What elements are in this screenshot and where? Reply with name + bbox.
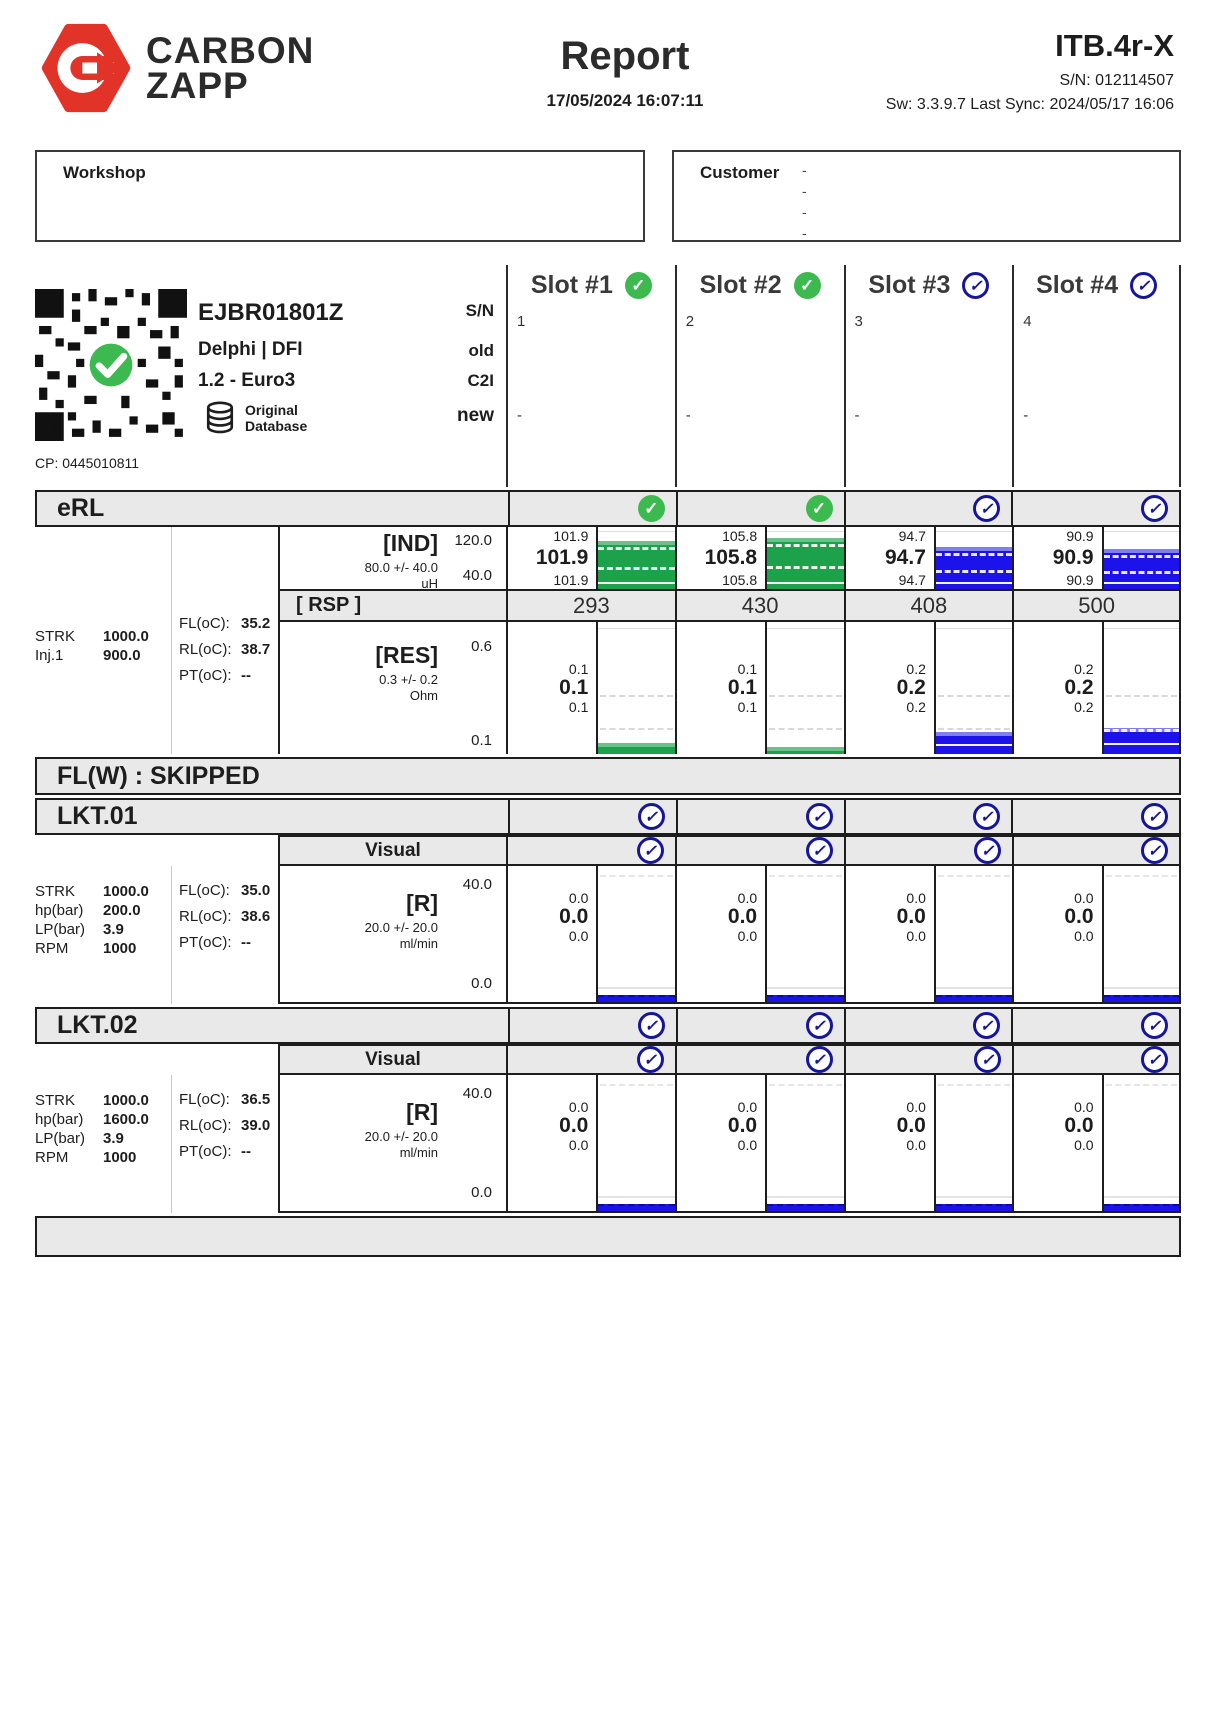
- ind-cell-slot-4: [1014, 527, 1179, 591]
- res-cell-slot-2: [677, 622, 844, 754]
- slot-3-header-cell: [844, 265, 1013, 487]
- lkt01-temps: [172, 866, 278, 1004]
- rsp-cell-slot-3: 408: [846, 591, 1013, 622]
- lkt02-measurements: [278, 1075, 506, 1213]
- temp-value: 35.2: [241, 615, 271, 632]
- customer-line: -: [802, 162, 807, 178]
- r-avg: 0.0: [1064, 905, 1094, 928]
- param-value: 200.0: [103, 902, 141, 919]
- lkt01-visual-slot-2: [675, 835, 844, 866]
- r-tolerance: 20.0 +/- 20.0: [364, 1129, 438, 1144]
- injector-type: Delphi | DFI: [198, 339, 303, 360]
- param-value: 1000: [103, 940, 137, 957]
- r-max: 0.0: [1074, 1099, 1094, 1115]
- page-title: Report: [560, 34, 690, 78]
- res-max: 0.2: [1074, 661, 1094, 677]
- lkt02-visual-slot-1: [506, 1044, 675, 1075]
- temp-value: 39.0: [241, 1117, 271, 1134]
- slot-1-header-cell: [506, 265, 675, 487]
- slot-4-header-cell: [1012, 265, 1181, 487]
- lkt02-visual-4-check-icon: ✓: [1141, 1046, 1168, 1073]
- lkt01-cell-slot-2: [675, 866, 844, 1004]
- ind-max: 94.7: [898, 528, 926, 544]
- r-max: 0.0: [568, 890, 589, 906]
- lkt02-title: LKT.02: [57, 1011, 138, 1039]
- lkt01-params: [35, 866, 172, 1004]
- device-serial: S/N: 012114507: [1059, 72, 1174, 89]
- res-max: 0.1: [737, 661, 758, 677]
- erl-slot-3-check-icon: ✓: [973, 495, 1000, 522]
- r-min: 0.0: [568, 1137, 589, 1153]
- slot-2-sn-value: -: [685, 407, 691, 424]
- database-label-line2: Database: [245, 418, 308, 434]
- param-label: RPM: [35, 940, 69, 957]
- r-min: 0.0: [737, 928, 758, 944]
- lkt02-slot-2-check-icon: ✓: [806, 1012, 833, 1039]
- injector-code: EJBR01801Z: [198, 299, 344, 326]
- slots-header-zone: [35, 265, 1181, 487]
- r-max: 0.0: [737, 890, 758, 906]
- slot-2-label: Slot #2: [699, 271, 782, 299]
- ind-graph-slot-4: [1102, 527, 1179, 589]
- param-value: 1000.0: [103, 628, 149, 645]
- lkt02-visual-1-check-icon: ✓: [637, 1046, 664, 1073]
- param-label: Inj.1: [35, 647, 64, 664]
- lkt01-cell-slot-1: [506, 866, 675, 1004]
- slot-4-label: Slot #4: [1036, 271, 1119, 299]
- erl-slot-4-check-icon: ✓: [1141, 495, 1168, 522]
- original-database-badge: [203, 401, 307, 435]
- ind-cell-slot-2: [677, 527, 844, 591]
- slot-3-status-check-icon: ✓: [962, 272, 989, 299]
- temp-value: 38.7: [241, 641, 271, 658]
- injector-info: [35, 265, 506, 487]
- res-unit: Ohm: [409, 688, 438, 703]
- lkt01-visual-1-check-icon: ✓: [637, 837, 664, 864]
- workshop-box: [35, 150, 645, 242]
- temp-label: PT(oC):: [179, 667, 232, 684]
- footer-bar: [35, 1216, 1181, 1257]
- erl-body: [35, 527, 1181, 754]
- lkt02-r-panel: [280, 1075, 506, 1213]
- ind-max: 90.9: [1066, 528, 1094, 544]
- rsp-cell-slot-2: 430: [677, 591, 844, 622]
- res-cell-slot-4: [1014, 622, 1179, 754]
- visual-row-spacer: [35, 835, 278, 866]
- field-label-sn: S/N: [465, 301, 494, 320]
- res-axis-max: 0.6: [471, 638, 492, 655]
- lkt02-visual-row: [35, 1044, 1181, 1075]
- lkt01-slot-4-status: [1011, 800, 1179, 833]
- lkt01-title: LKT.01: [57, 802, 138, 830]
- r-avg: 0.0: [896, 1114, 926, 1137]
- lkt02-body: [35, 1075, 1181, 1213]
- res-cell-slot-1: [508, 622, 675, 754]
- lkt01-measurements: [278, 866, 506, 1004]
- customer-line: -: [802, 183, 807, 199]
- erl-slot-2-column: [675, 527, 844, 754]
- slot-3-sn-value: -: [854, 407, 860, 424]
- param-value: 1000.0: [103, 1092, 149, 1109]
- res-graph-slot-1: [596, 622, 674, 754]
- res-axis-min: 0.1: [471, 732, 492, 749]
- r-min: 0.0: [906, 928, 926, 944]
- lkt01-visual-slot-1: [506, 835, 675, 866]
- lkt01-slot-1-check-icon: ✓: [638, 803, 665, 830]
- ind-avg: 90.9: [1052, 546, 1094, 569]
- lkt01-slot-1-status: [508, 800, 676, 833]
- visual-row-spacer: [35, 1044, 278, 1075]
- r-avg: 0.0: [559, 1114, 589, 1137]
- lkt01-graph-slot-3: [934, 866, 1012, 1002]
- flw-section-header: [35, 757, 1181, 795]
- ind-min: 90.9: [1066, 572, 1094, 588]
- r-axis-max: 40.0: [462, 1085, 492, 1102]
- ind-min: 101.9: [553, 572, 589, 588]
- erl-slot-3-column: [844, 527, 1013, 754]
- results-table: [35, 265, 1181, 1257]
- lkt01-visual-row: [35, 835, 1181, 866]
- brand-line2: ZAPP: [146, 65, 249, 106]
- param-value: 3.9: [103, 921, 124, 938]
- r-max: 0.0: [568, 1099, 589, 1115]
- rsp-cell-slot-1: 293: [508, 591, 675, 622]
- slot-4-number: 4: [1023, 313, 1032, 330]
- lkt01-slot-3-check-icon: ✓: [973, 803, 1000, 830]
- r-unit: ml/min: [399, 936, 438, 951]
- ind-avg: 105.8: [704, 546, 758, 569]
- r-avg: 0.0: [559, 905, 589, 928]
- ind-axis-min: 40.0: [462, 567, 492, 584]
- lkt02-visual-2-check-icon: ✓: [806, 1046, 833, 1073]
- erl-slot-1-column: [506, 527, 675, 754]
- carbon-zapp-logo-icon: [40, 22, 132, 114]
- brand-logo: [40, 22, 460, 114]
- res-max: 0.2: [906, 661, 926, 677]
- erl-slot-3-status: [844, 492, 1012, 525]
- slot-4-sn-value: -: [1023, 407, 1029, 424]
- database-label: [245, 402, 307, 434]
- ind-avg: 101.9: [535, 546, 589, 569]
- slot-1-sn-value: -: [517, 407, 522, 424]
- slot-1-status-check-icon: ✓: [625, 272, 652, 299]
- res-cell-slot-3: [846, 622, 1013, 754]
- customer-lines: [802, 160, 807, 244]
- slot-3-label: Slot #3: [868, 271, 951, 299]
- ind-unit: uH: [421, 576, 438, 591]
- slot-2-number: 2: [685, 313, 695, 330]
- param-label: LP(bar): [35, 921, 86, 938]
- lkt02-graph-slot-4: [1102, 1075, 1179, 1211]
- res-avg: 0.1: [727, 676, 758, 699]
- info-boxes: [35, 150, 1181, 242]
- param-value: 1000.0: [103, 883, 149, 900]
- ind-graph-slot-2: [765, 527, 843, 589]
- temp-label: PT(oC):: [179, 1143, 232, 1160]
- r-max: 0.0: [1074, 890, 1094, 906]
- ind-max: 105.8: [722, 528, 758, 544]
- r-avg: 0.0: [727, 905, 758, 928]
- brand-line1: CARBON: [146, 29, 315, 71]
- erl-slot-4-column: [1012, 527, 1181, 754]
- device-sync: Sw: 3.3.9.7 Last Sync: 2024/05/17 16:06: [885, 96, 1174, 113]
- lkt01-visual-2-check-icon: ✓: [806, 837, 833, 864]
- rsp-label: [ RSP ]: [280, 591, 506, 622]
- res-max: 0.1: [568, 661, 589, 677]
- lkt02-visual-slot-4: [1012, 1044, 1181, 1075]
- lkt01-visual-4-check-icon: ✓: [1141, 837, 1168, 864]
- res-min: 0.1: [568, 699, 589, 715]
- res-min: 0.2: [1074, 699, 1094, 715]
- erl-slot-1-status: [508, 492, 676, 525]
- lkt01-visual-slot-3: [844, 835, 1013, 866]
- res-tolerance: 0.3 +/- 0.2: [379, 672, 438, 687]
- temp-label: RL(oC):: [179, 1117, 232, 1134]
- r-unit: ml/min: [399, 1145, 438, 1160]
- temp-value: 35.0: [241, 882, 271, 899]
- lkt01-cell-slot-4: [1012, 866, 1181, 1004]
- lkt02-slot-1-check-icon: ✓: [638, 1012, 665, 1039]
- ind-min: 105.8: [722, 572, 758, 588]
- r-min: 0.0: [1074, 1137, 1094, 1153]
- database-icon: [203, 401, 237, 435]
- lkt01-slot-4-check-icon: ✓: [1141, 803, 1168, 830]
- r-min: 0.0: [906, 1137, 926, 1153]
- ind-axis-max: 120.0: [454, 532, 492, 549]
- lkt01-section-header: [35, 798, 1181, 835]
- page-header: [0, 0, 1214, 114]
- report-datetime: 17/05/2024 16:07:11: [546, 91, 704, 110]
- lkt02-visual-slot-3: [844, 1044, 1013, 1075]
- res-label: [RES]: [375, 642, 438, 668]
- ind-max: 101.9: [553, 528, 589, 544]
- device-name: ITB.4r-X: [1055, 28, 1174, 63]
- lkt02-cell-slot-2: [675, 1075, 844, 1213]
- erl-slot-2-check-icon: ✓: [806, 495, 833, 522]
- customer-line: -: [802, 225, 807, 241]
- device-info: [790, 22, 1174, 114]
- field-label-c2i: C2I: [467, 371, 494, 390]
- erl-slot-4-status: [1011, 492, 1179, 525]
- r-max: 0.0: [737, 1099, 758, 1115]
- lkt01-visual-label: Visual: [278, 835, 506, 866]
- lkt01-slot-2-check-icon: ✓: [806, 803, 833, 830]
- r-axis-min: 0.0: [471, 975, 492, 992]
- rsp-cell-slot-4: 500: [1014, 591, 1179, 622]
- param-label: STRK: [35, 1092, 76, 1109]
- lkt02-cell-slot-3: [844, 1075, 1013, 1213]
- lkt02-visual-3-check-icon: ✓: [974, 1046, 1001, 1073]
- slot-3-number: 3: [854, 313, 863, 330]
- erl-title: eRL: [57, 494, 105, 522]
- lkt02-graph-slot-3: [934, 1075, 1012, 1211]
- res-avg: 0.2: [1064, 676, 1094, 699]
- lkt02-params: [35, 1075, 172, 1213]
- ind-tolerance: 80.0 +/- 40.0: [364, 560, 438, 575]
- res-graph-slot-3: [934, 622, 1012, 754]
- r-min: 0.0: [1074, 928, 1094, 944]
- param-label: LP(bar): [35, 1130, 86, 1147]
- param-value: 3.9: [103, 1130, 124, 1147]
- ind-cell-slot-3: [846, 527, 1013, 591]
- slot-1-label: Slot #1: [530, 271, 613, 299]
- temp-label: RL(oC):: [179, 641, 232, 658]
- temp-label: FL(oC):: [179, 615, 230, 632]
- ind-label: [IND]: [383, 530, 438, 556]
- lkt02-slot-1-status: [508, 1009, 676, 1042]
- r-max: 0.0: [906, 1099, 926, 1115]
- lkt02-slot-3-check-icon: ✓: [973, 1012, 1000, 1039]
- r-avg: 0.0: [727, 1114, 758, 1137]
- res-avg: 0.1: [559, 676, 589, 699]
- param-label: hp(bar): [35, 1111, 84, 1128]
- lkt02-slot-2-status: [676, 1009, 844, 1042]
- lkt02-cell-slot-4: [1012, 1075, 1181, 1213]
- res-graph-slot-2: [765, 622, 843, 754]
- ind-graph-slot-1: [596, 527, 674, 589]
- erl-slot-1-check-icon: ✓: [638, 495, 665, 522]
- slot-4-status-check-icon: ✓: [1130, 272, 1157, 299]
- r-min: 0.0: [737, 1137, 758, 1153]
- erl-temps: [172, 527, 278, 754]
- lkt01-r-panel: [280, 866, 506, 1004]
- temp-value: --: [241, 1143, 251, 1160]
- lkt02-temps: [172, 1075, 278, 1213]
- customer-box: [672, 150, 1181, 242]
- slot-2-header-cell: [675, 265, 844, 487]
- slot-2-status-check-icon: ✓: [794, 272, 821, 299]
- param-label: RPM: [35, 1149, 69, 1166]
- lkt01-visual-slot-4: [1012, 835, 1181, 866]
- r-axis-min: 0.0: [471, 1184, 492, 1201]
- lkt02-slot-4-status: [1011, 1009, 1179, 1042]
- injector-variant: 1.2 - Euro3: [198, 370, 296, 391]
- slot-1-number: 1: [517, 313, 526, 330]
- param-label: STRK: [35, 628, 76, 645]
- r-max: 0.0: [906, 890, 926, 906]
- temp-value: 38.6: [241, 908, 271, 925]
- res-min: 0.1: [737, 699, 758, 715]
- temp-label: RL(oC):: [179, 908, 232, 925]
- injector-cp: CP: 0445010811: [35, 455, 140, 471]
- lkt02-cell-slot-1: [506, 1075, 675, 1213]
- temp-label: PT(oC):: [179, 934, 232, 951]
- ind-cell-slot-1: [508, 527, 675, 591]
- lkt01-visual-3-check-icon: ✓: [974, 837, 1001, 864]
- lkt02-slot-3-status: [844, 1009, 1012, 1042]
- lkt01-graph-slot-4: [1102, 866, 1179, 1002]
- field-label-new: new: [457, 405, 494, 426]
- temp-value: 36.5: [241, 1091, 271, 1108]
- customer-label: Customer: [700, 163, 780, 182]
- erl-measurements: [278, 527, 506, 754]
- qr-code: [35, 289, 187, 441]
- res-min: 0.2: [906, 699, 926, 715]
- workshop-label: Workshop: [63, 163, 146, 182]
- lkt02-graph-slot-1: [596, 1075, 674, 1211]
- param-value: 1000: [103, 1149, 137, 1166]
- lkt02-visual-slot-2: [675, 1044, 844, 1075]
- param-value: 1600.0: [103, 1111, 149, 1128]
- temp-value: --: [241, 667, 251, 684]
- ind-measure-panel: [280, 527, 506, 591]
- brand-name: [146, 29, 315, 106]
- temp-label: FL(oC):: [179, 1091, 230, 1108]
- flw-title: FL(W) : SKIPPED: [57, 761, 260, 790]
- res-graph-slot-4: [1102, 622, 1179, 754]
- lkt01-graph-slot-1: [596, 866, 674, 1002]
- r-label: [R]: [406, 890, 438, 916]
- lkt01-graph-slot-2: [765, 866, 843, 1002]
- lkt01-cell-slot-3: [844, 866, 1013, 1004]
- field-label-old: old: [468, 341, 494, 360]
- ind-min: 94.7: [898, 572, 926, 588]
- customer-line: -: [802, 204, 807, 220]
- erl-params: [35, 527, 172, 754]
- lkt01-slot-3-status: [844, 800, 1012, 833]
- param-label: hp(bar): [35, 902, 84, 919]
- lkt02-slot-4-check-icon: ✓: [1141, 1012, 1168, 1039]
- r-axis-max: 40.0: [462, 876, 492, 893]
- database-label-line1: Original: [245, 401, 298, 418]
- res-measure-panel: [280, 622, 506, 754]
- lkt02-section-header: [35, 1007, 1181, 1044]
- r-avg: 0.0: [1064, 1114, 1094, 1137]
- report-title-block: [460, 22, 790, 114]
- ind-avg: 94.7: [885, 546, 926, 569]
- ind-graph-slot-3: [934, 527, 1012, 589]
- lkt02-visual-label: Visual: [278, 1044, 506, 1075]
- temp-label: FL(oC):: [179, 882, 230, 899]
- r-min: 0.0: [568, 928, 589, 944]
- temp-value: --: [241, 934, 251, 951]
- r-label: [R]: [406, 1099, 438, 1125]
- lkt01-body: [35, 866, 1181, 1004]
- param-label: STRK: [35, 883, 76, 900]
- r-avg: 0.0: [896, 905, 926, 928]
- lkt02-graph-slot-2: [765, 1075, 843, 1211]
- erl-section-header: [35, 490, 1181, 527]
- lkt01-slot-2-status: [676, 800, 844, 833]
- r-tolerance: 20.0 +/- 20.0: [364, 920, 438, 935]
- erl-slot-2-status: [676, 492, 844, 525]
- res-avg: 0.2: [896, 676, 926, 699]
- param-value: 900.0: [103, 647, 141, 664]
